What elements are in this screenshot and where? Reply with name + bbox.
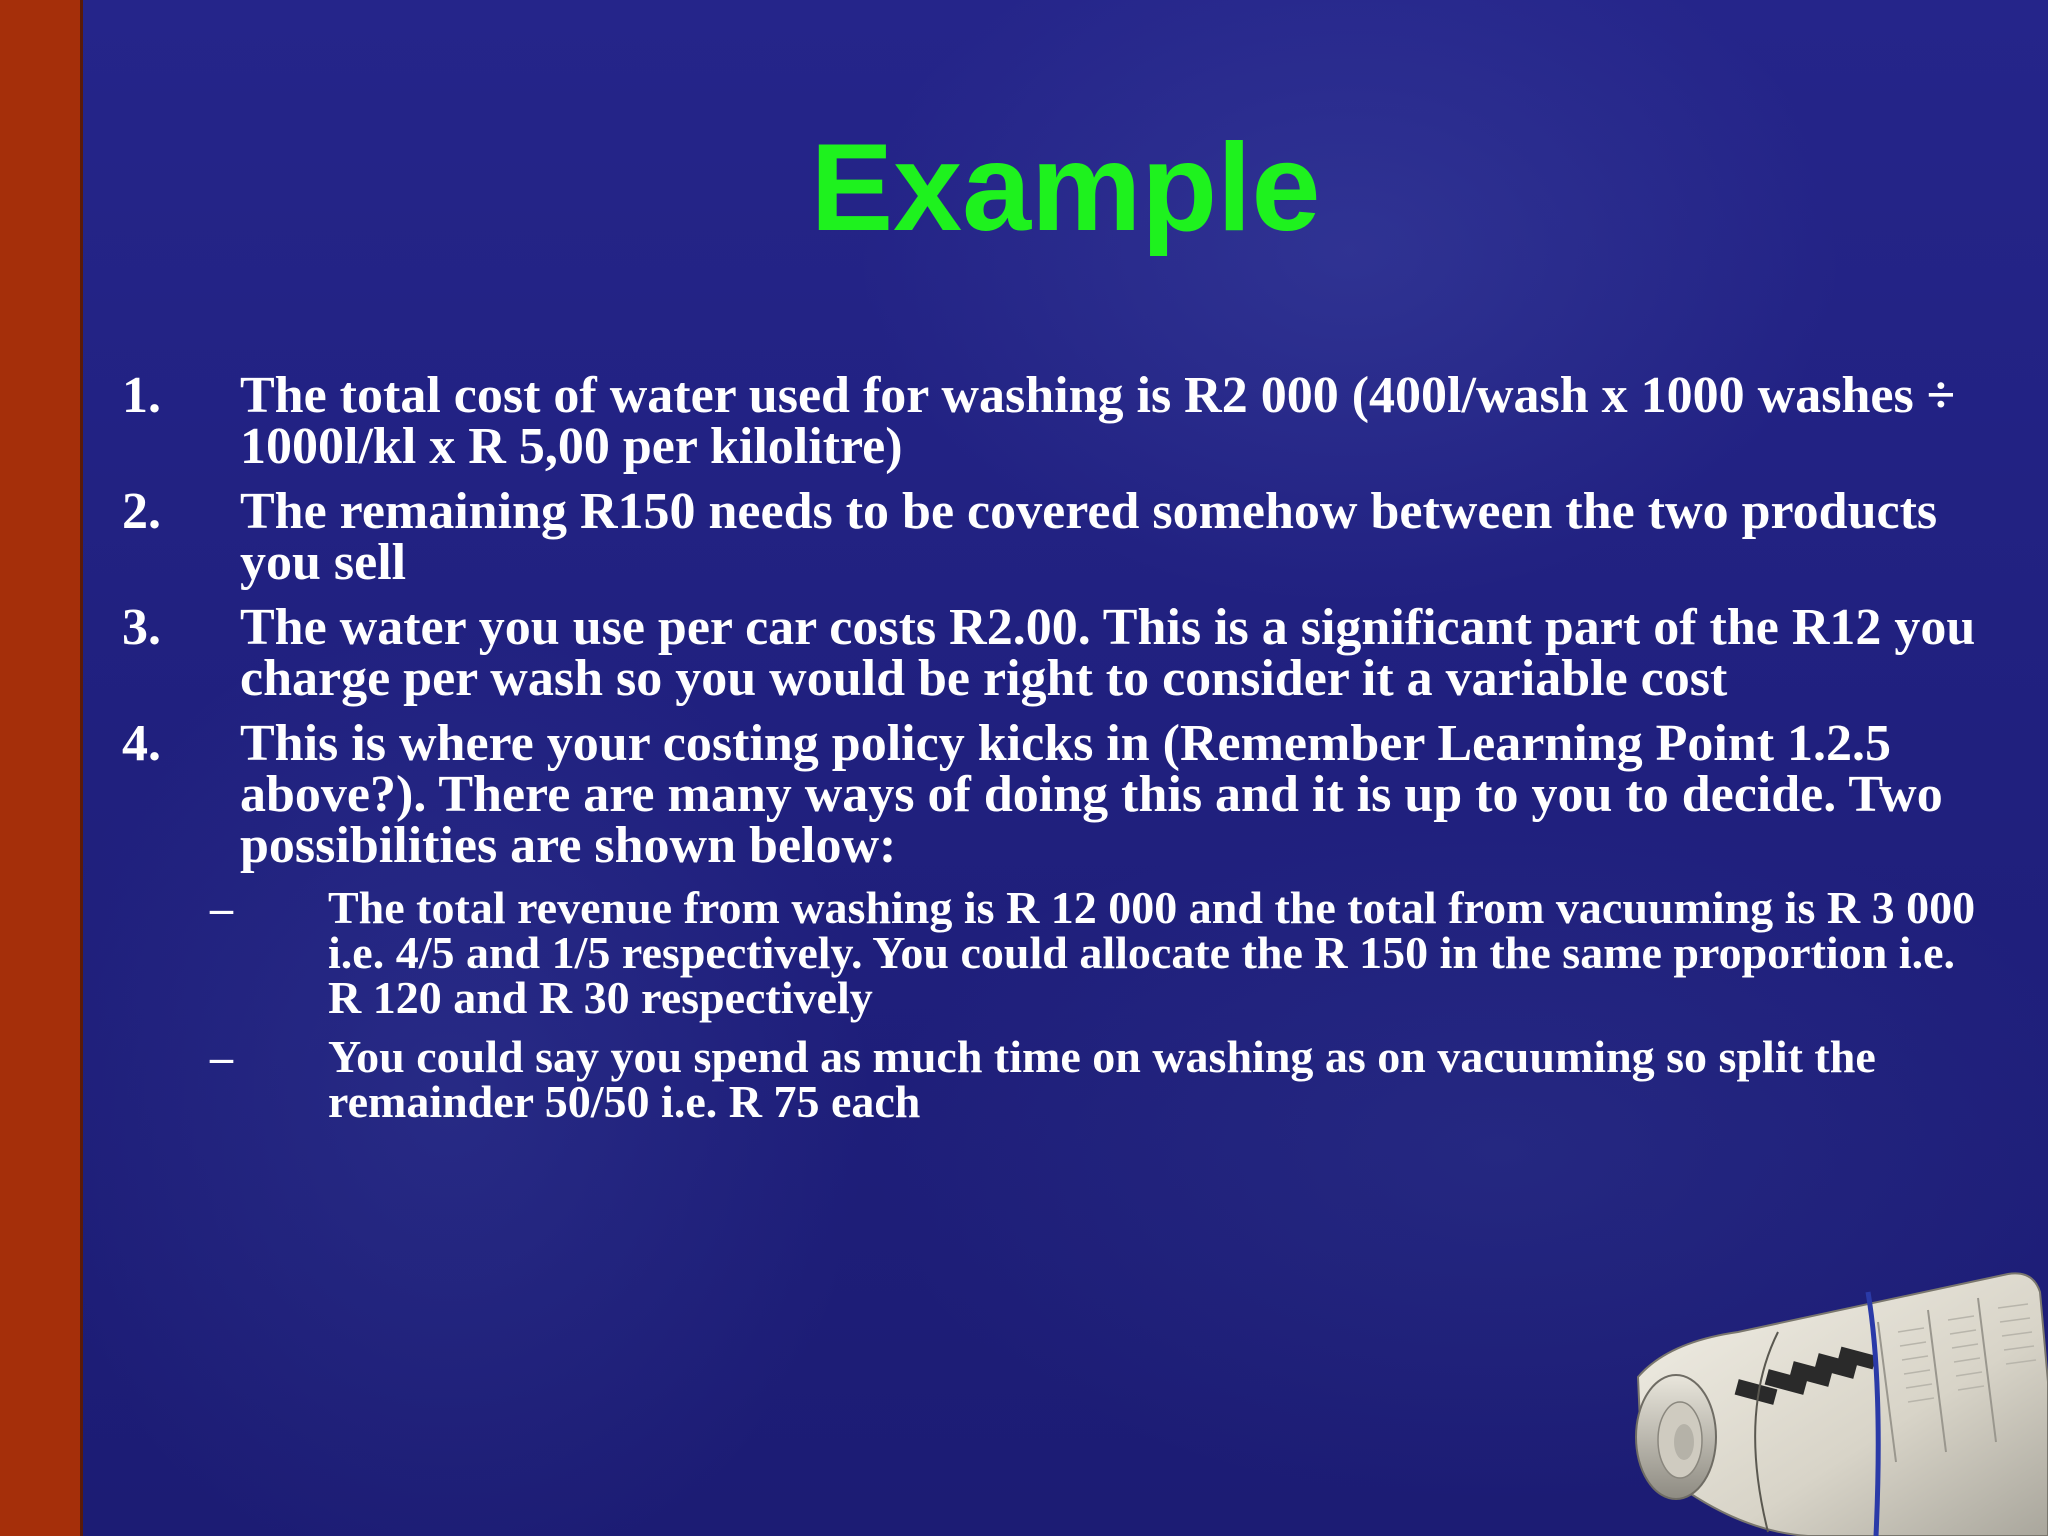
- list-item-text: This is where your costing policy kicks in (Remember Learning Point 1.2.5 above?). There are many ways of doing this and it is up to you to decide. Two possibilities are shown below:: [240, 715, 1943, 874]
- sub-list: [122, 882, 1982, 1127]
- sub-list-item: [210, 1031, 1982, 1127]
- list-item-text: The remaining R150 needs to be covered somehow between the two products you sell: [240, 483, 1938, 591]
- list-item: [122, 367, 1982, 475]
- list-item: [122, 715, 1982, 874]
- sub-list-text: You could say you spend as much time on washing as on vacuuming so split the remainder 50/50 i.e. R 75 each: [328, 1031, 1876, 1127]
- sub-list-text: The total revenue from washing is R 12 000 and the total from vacuuming is R 3 000 i.e. 4/5 and 1/5 respectively. You could allocate the R 150 in the same proportion i.e. R 120 and R 30 respectively: [328, 882, 1976, 1023]
- list-item: [122, 483, 1982, 591]
- list-item-number: 4.: [122, 715, 161, 772]
- rolled-newspaper-icon: [1628, 1262, 2048, 1536]
- list-item-text: The total cost of water used for washing is R2 000 (400l/wash x 1000 washes ÷ 1000l/kl x R 5,00 per kilolitre): [240, 367, 1956, 475]
- side-accent-bar: [0, 0, 80, 1536]
- sub-list-marker: –: [210, 882, 233, 933]
- list-item-number: 2.: [122, 483, 161, 540]
- slide-body: [122, 367, 1982, 1138]
- list-item-text: The water you use per car costs R2.00. This is a significant part of the R12 you charge per wash so you would be right to consider it a variable cost: [240, 599, 1976, 707]
- list-item-number: 3.: [122, 599, 161, 656]
- list-item: [122, 599, 1982, 707]
- slide-title: Example: [810, 119, 1321, 257]
- sub-list-marker: –: [210, 1031, 233, 1082]
- list-item-number: 1.: [122, 367, 161, 424]
- sub-list-item: [210, 882, 1982, 1023]
